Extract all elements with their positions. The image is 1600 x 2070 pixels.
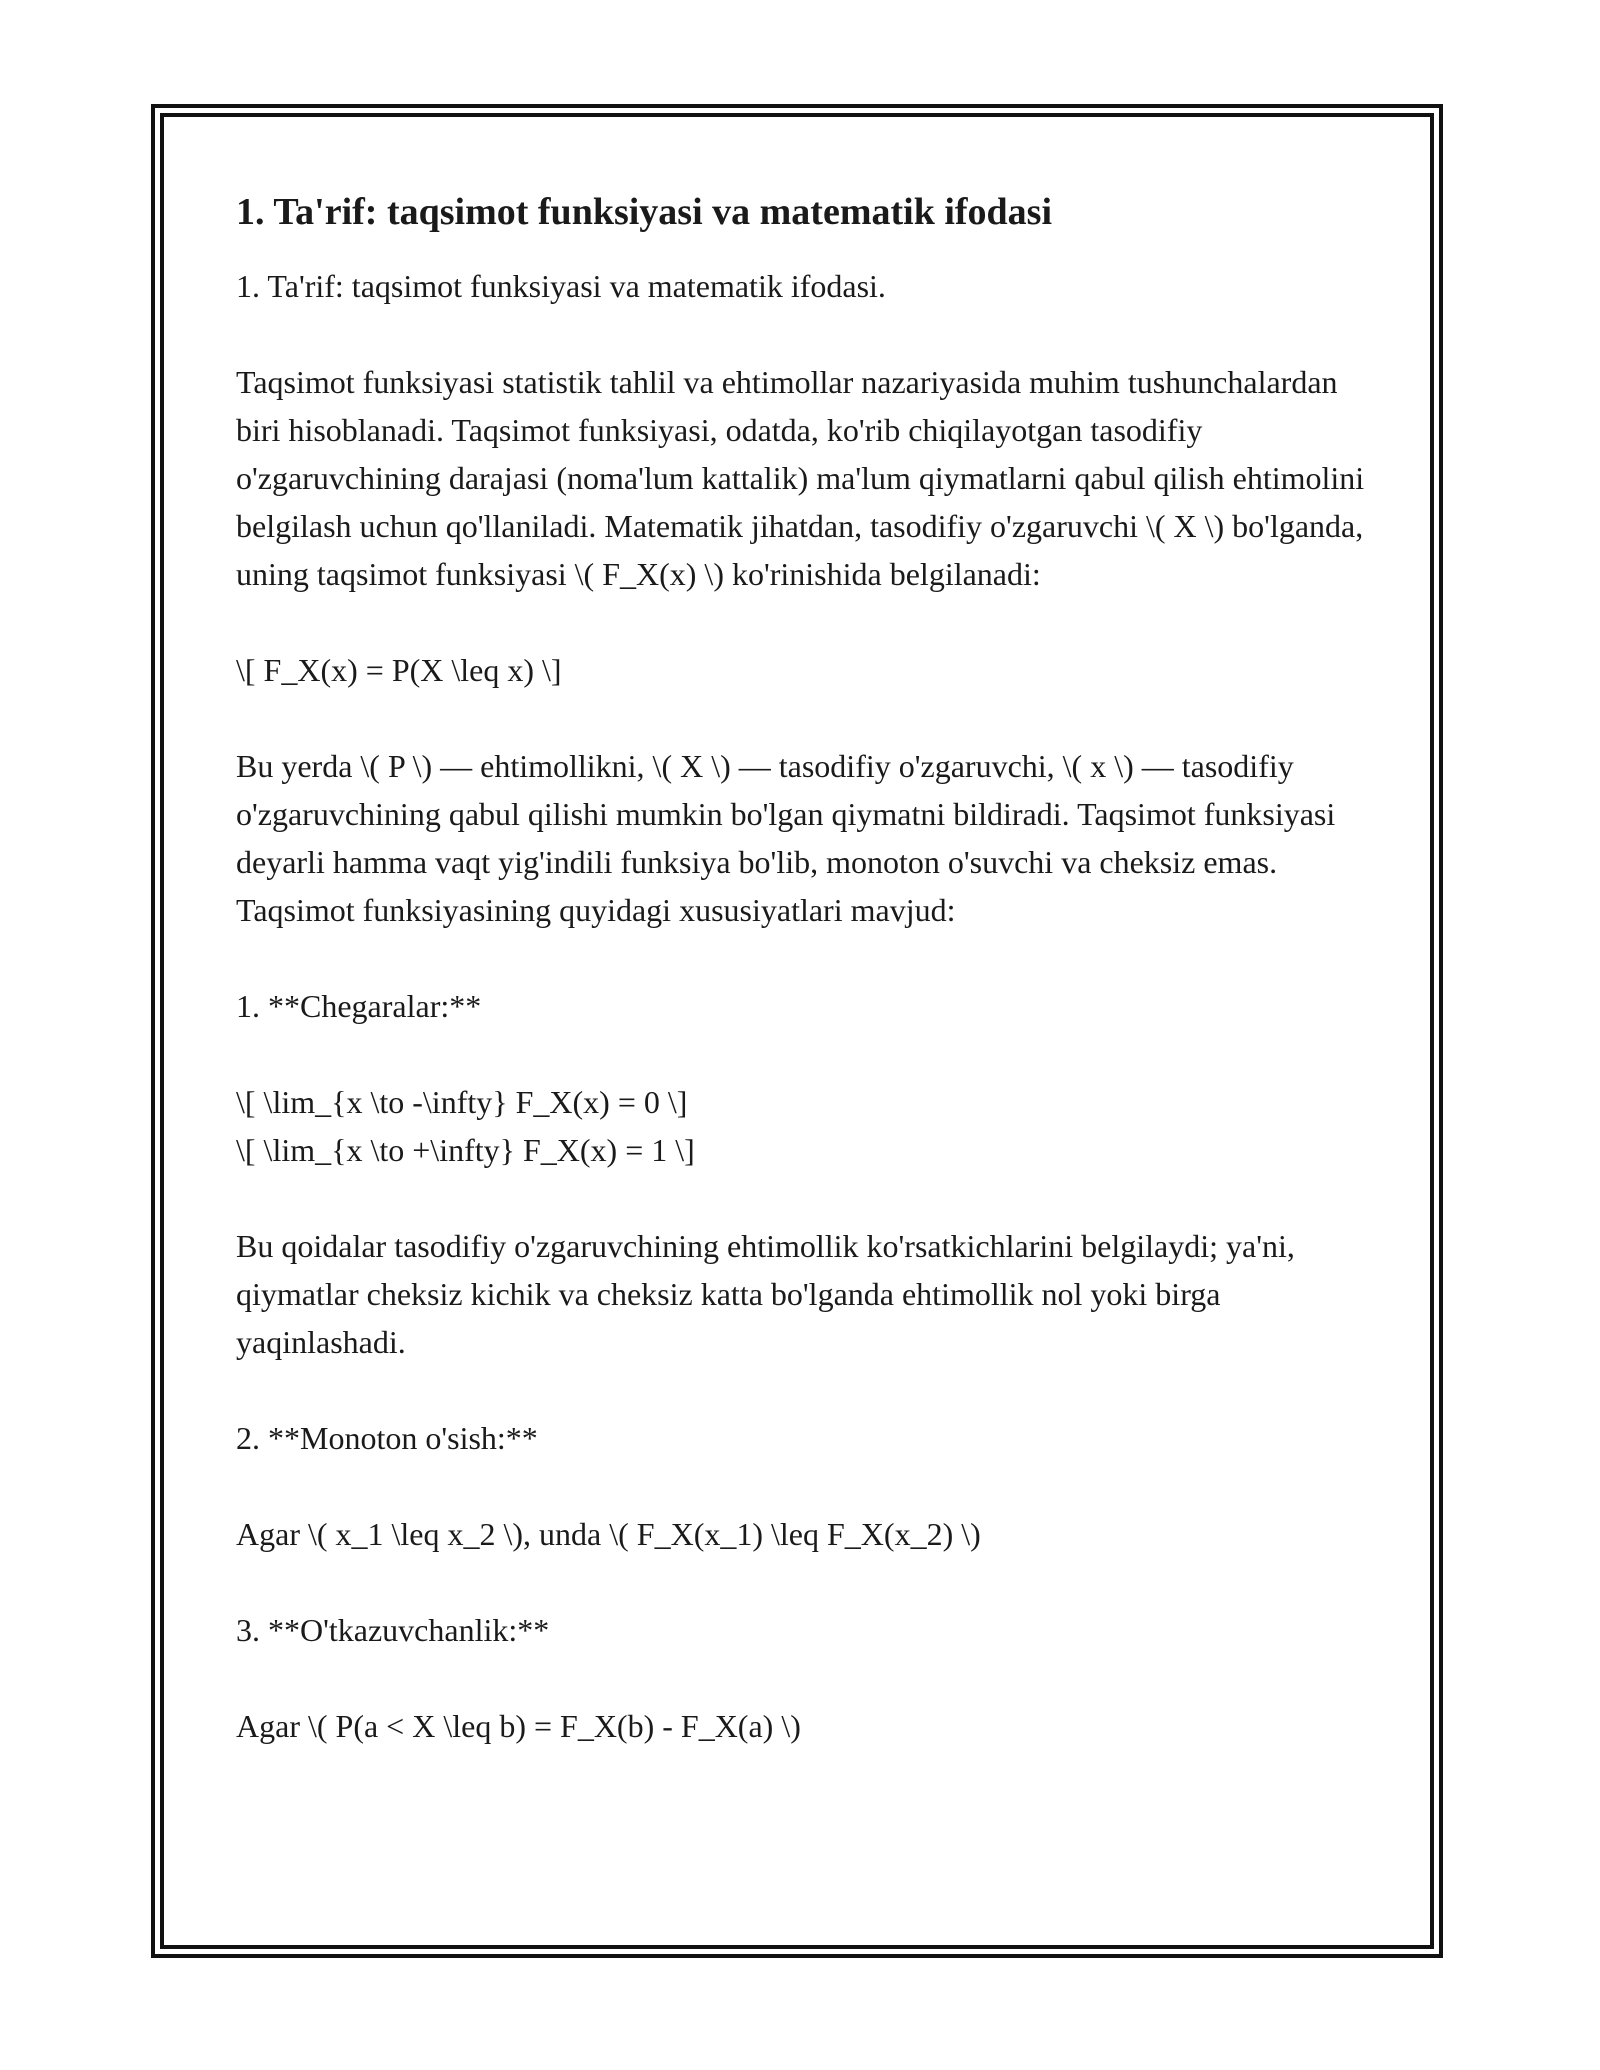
- document-body: [236, 186, 1376, 1798]
- document-title: 1. Ta'rif: taqsimot funksiyasi va matematik ifodasi: [236, 191, 1053, 233]
- formula-interval-probability: Agar \( P(a < X \leq b) = F_X(b) - F_X(a) \): [236, 1708, 801, 1744]
- formula-monotonic: Agar \( x_1 \leq x_2 \), unda \( F_X(x_1) \leq F_X(x_2) \): [236, 1516, 981, 1552]
- paragraph-definition: Taqsimot funksiyasi statistik tahlil va ehtimollar nazariyasida muhim tushunchalardan biri hisoblanadi. Taqsimot funksiyasi, odatda, ko'rib chiqilayotgan tasodifiy o'zgaruvchining darajasi (noma'lum kattalik) ma'lum qiymatlarni qabul qilish ehtimolini belgilash uchun qo'llaniladi. Matematik jihatdan, tasodifiy o'zgaruvchi \( X \) bo'lganda, uning taqsimot funksiyasi \( F_X(x) \) ko'rinishida belgilanadi:: [236, 364, 1365, 592]
- list-item-boundaries: 1. **Chegaralar:**: [236, 988, 482, 1024]
- paragraph-explanation: Bu yerda \( P \) — ehtimollikni, \( X \) — tasodifiy o'zgaruvchi, \( x \) — tasodifiy o'zgaruvchining qabul qilishi mumkin bo'lgan qiymatni bildiradi. Taqsimot funksiyasi deyarli hamma vaqt yig'indili funksiya bo'lib, monoton o'suvchi va cheksiz emas. Taqsimot funksiyasining quyidagi xususiyatlari mavjud:: [236, 748, 1336, 928]
- list-item-conductivity: 3. **O'tkazuvchanlik:**: [236, 1612, 550, 1648]
- paragraph-limits-explanation: Bu qoidalar tasodifiy o'zgaruvchining ehtimollik ko'rsatkichlarini belgilaydi; ya'ni, qiymatlar cheksiz kichik va cheksiz katta bo'lganda ehtimollik nol yoki birga yaqinlashadi.: [236, 1228, 1295, 1360]
- formula-cdf: \[ F_X(x) = P(X \leq x) \]: [236, 652, 562, 688]
- list-item-monotonic: 2. **Monoton o'sish:**: [236, 1420, 538, 1456]
- formula-limits: \[ \lim_{x \to -\infty} F_X(x) = 0 \] \[ \lim_{x \to +\infty} F_X(x) = 1 \]: [236, 1084, 695, 1168]
- paragraph-intro: 1. Ta'rif: taqsimot funksiyasi va matematik ifodasi.: [236, 268, 886, 304]
